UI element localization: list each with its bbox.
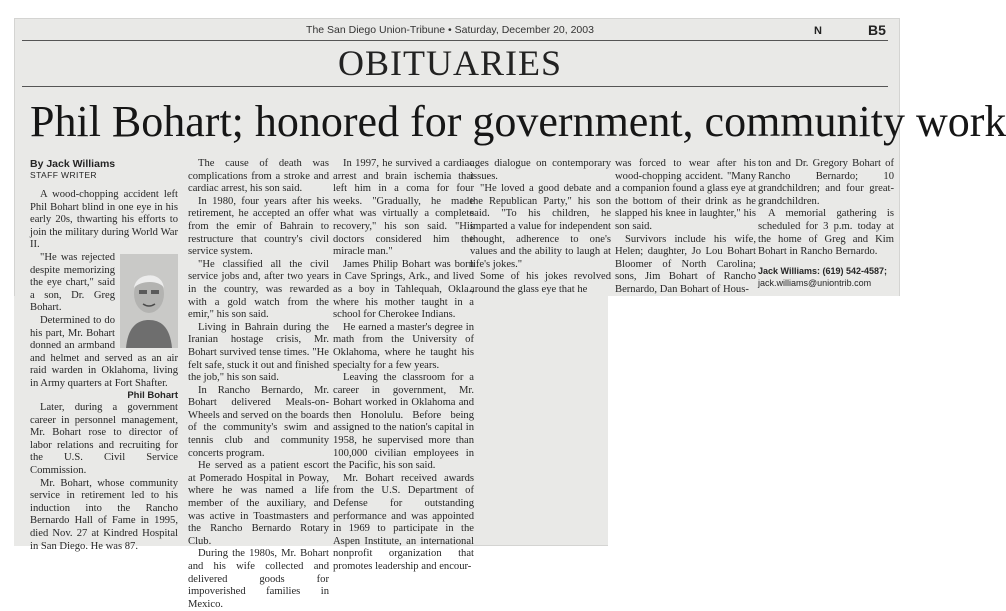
paragraph: He served as a patient escort at Pomerado Hospital in Poway, where he was named a life member of the auxiliary, and was active in Toastmasters and the Rancho Bernardo Rotary Club. bbox=[188, 460, 329, 547]
paragraph: ages dialogue on contemporary issues. bbox=[470, 158, 611, 182]
paragraph: Mr. Bohart, whose community service in retirement led to his induction into the Rancho Bernardo Hall of Fame in 1995, died Nov. 27 at Kindred Hospital in San Diego. He was 87. bbox=[30, 477, 178, 552]
contact-name-phone: Jack Williams: (619) 542-4587; bbox=[758, 265, 887, 276]
column-2 bbox=[188, 158, 329, 611]
paragraph: Later, during a government career in personnel management, Mr. Bohart rose to director of labor relations and recruiting for the U.S. Civil Service Commission. bbox=[30, 402, 178, 477]
column-5 bbox=[615, 158, 756, 297]
paragraph: During the 1980s, Mr. Bohart and his wife collected and delivered goods for impoverished families in Mexico. bbox=[188, 548, 329, 610]
paragraph: ton and Dr. Gregory Bohart of Rancho Bernardo; 10 grandchildren; and four great-grandchildren. bbox=[758, 158, 894, 207]
paragraph: Leaving the classroom for a career in government, Mr. Bohart worked in Oklahoma and then Honolulu. Before being assigned to the nation's capital in 1958, he supervised more than 100,000 civilian employees in the Pacific, his son said. bbox=[333, 372, 474, 472]
paragraph: was forced to wear after his wood-chopping accident. "Many a companion found a glass eye at the bottom of their drink as he slapped his knee in laughter," his son said. bbox=[615, 158, 756, 232]
paragraph: Some of his jokes revolved around the glass eye that he bbox=[470, 271, 611, 295]
section-title: OBITUARIES bbox=[338, 43, 562, 83]
paragraph: James Philip Bohart was born in Cave Springs, Ark., and lived as a boy in Tahlequah, Okla., where his mother taught in a school for Cherokee Indians. bbox=[333, 258, 474, 321]
paragraph: In Rancho Bernardo, Mr. Bohart delivered Meals-on-Wheels and served on the boards of the community's swim and tennis club and community concerts program. bbox=[188, 384, 329, 459]
photo-caption: Phil Bohart bbox=[127, 389, 178, 401]
compass-marker: N bbox=[814, 25, 822, 37]
dateline: The San Diego Union-Tribune • Saturday, December 20, 2003 bbox=[306, 24, 594, 36]
paragraph: The cause of death was complications from a stroke and cardiac arrest, his son said. bbox=[188, 158, 329, 195]
contact-email[interactable]: jack.williams@uniontrib.com bbox=[758, 277, 872, 288]
column-3 bbox=[333, 158, 474, 574]
paragraph: In 1980, four years after his retirement, he accepted an offer from the emir of Bahrain to restructure that country's civil service system. bbox=[188, 195, 329, 258]
portrait-photo bbox=[120, 254, 178, 348]
paragraph: Living in Bahrain during the Iranian hostage crisis, Mr. Bohart survived tense times. "He felt safe, stuck it out and finished the job," his son said. bbox=[188, 321, 329, 384]
paragraph: In 1997, he survived a cardiac arrest and brain ischemia that left him in a coma for four weeks. "Gradually, he made what was virtually a complete recovery," his son said. "His doctors considered him the miracle man." bbox=[333, 158, 474, 258]
paragraph: Determined to do his part, Mr. Bohart donned an armband and helmet and served as an air raid warden in Oklahoma, living in Army quarters at Fort Shafter. bbox=[30, 314, 178, 389]
paragraph: "He classified all the civil service jobs and, after two years in the country, was rewarded with a gold watch from the emir," his son said. bbox=[188, 258, 329, 321]
paragraph: "He loved a good debate and the Republican Party," his son said. "To his children, he imparted a value for independent thought, adherence to one's values and the ability to laugh at life's jokes." bbox=[470, 183, 611, 270]
blank-scan-area bbox=[608, 296, 900, 556]
paragraph: He earned a master's degree in math from the University of Oklahoma, where he taught his specialty for a few years. bbox=[333, 321, 474, 371]
section-rule bbox=[22, 86, 888, 87]
paragraph: Mr. Bohart received awards from the U.S. Department of Defense for outstanding performance and was appointed in 1969 to participate in the Aspen Institute, an international nonprofit organization that promotes leadership and encour- bbox=[333, 472, 474, 572]
headline: Phil Bohart; honored for government, community work bbox=[30, 97, 1006, 146]
portrait-image bbox=[120, 254, 178, 348]
column-4 bbox=[470, 158, 611, 297]
column-6 bbox=[758, 158, 894, 289]
paragraph: A wood-chopping accident left Phil Bohart blind in one eye in his early 20s, thwarting his efforts to join the military during World War II. bbox=[30, 189, 178, 251]
column-1 bbox=[30, 158, 178, 553]
reporter-contact bbox=[758, 265, 894, 289]
paragraph: Survivors include his wife, Helen; daughter, Jo Lou Bohart Bloomer of North Carolina; sons, Jim Bohart of Rancho Bernardo, Dan Bohart of Hous- bbox=[615, 233, 756, 295]
byline: By Jack Williams bbox=[30, 158, 116, 170]
paragraph: A memorial gathering is scheduled for 3 p.m. today at the home of Greg and Kim Bohart in Rancho Bernardo. bbox=[758, 208, 894, 258]
page-number: B5 bbox=[868, 22, 886, 38]
top-rule bbox=[22, 40, 888, 41]
paragraph: "He was rejected despite memorizing the eye chart," said a son, Dr. Greg Bohart. bbox=[30, 251, 115, 314]
byline-title: STAFF WRITER bbox=[30, 170, 97, 180]
